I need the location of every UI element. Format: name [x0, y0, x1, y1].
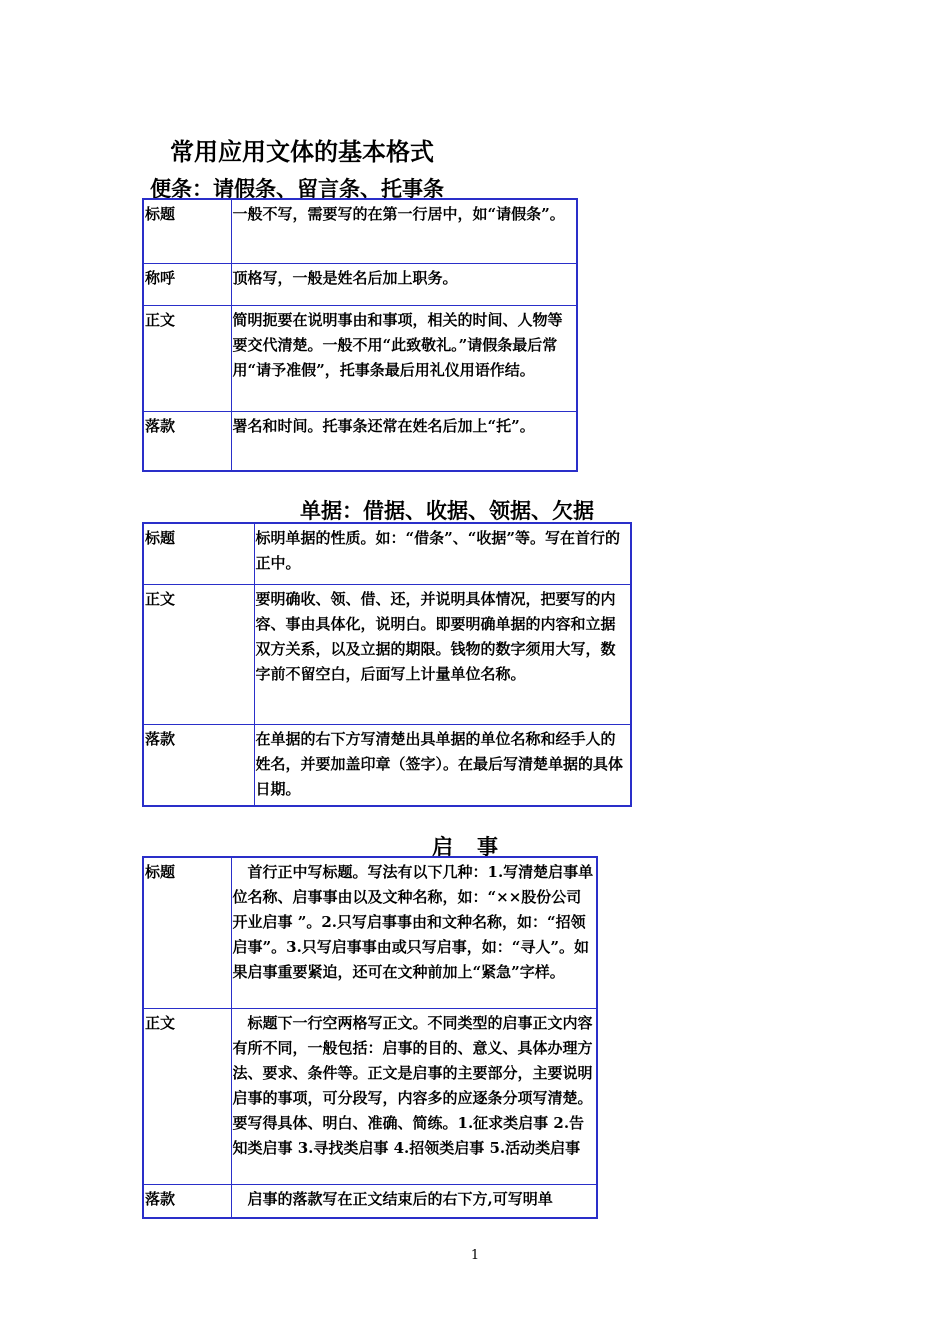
table-row — [143, 1184, 597, 1218]
table-row — [143, 1008, 597, 1184]
row-label: 称呼 — [143, 263, 231, 305]
notice-format-table — [142, 856, 598, 1219]
row-content: 一般不写，需要写的在第一行居中，如“请假条”。 — [231, 199, 577, 263]
table-row — [143, 724, 631, 806]
row-content: 在单据的右下方写清楚出具单据的单位名称和经手人的姓名，并要加盖印章（签字）。在最后写清楚单据的具体日期。 — [254, 724, 631, 806]
table-row — [143, 523, 631, 584]
row-label: 正文 — [143, 1008, 231, 1184]
row-content: 首行正中写标题。写法有以下几种：1.写清楚启事单位名称、启事事由以及文种名称，如：“××股份公司开业启事 ”。2.只写启事事由和文种名称，如：“招领启事”。3.只写启事事由或只写启事，如：“寻人”。如果启事重要紧迫，还可在文种前加上“紧急”字样。 — [231, 857, 597, 1008]
row-content: 顶格写，一般是姓名后加上职务。 — [231, 263, 577, 305]
row-content: 要明确收、领、借、还，并说明具体情况，把要写的内容、事由具体化，说明白。即要明确单据的内容和立据双方关系，以及立据的期限。钱物的数字须用大写，数字前不留空白，后面写上计量单位名称。 — [254, 584, 631, 724]
row-content: 简明扼要在说明事由和事项，相关的时间、人物等要交代清楚。一般不用“此致敬礼。”请假条最后常用“请予准假”，托事条最后用礼仪用语作结。 — [231, 305, 577, 411]
table-row — [143, 857, 597, 1008]
row-label: 正文 — [143, 305, 231, 411]
row-label: 落款 — [143, 1184, 231, 1218]
row-content: 署名和时间。托事条还常在姓名后加上“托”。 — [231, 411, 577, 471]
receipts-format-table — [142, 522, 632, 807]
section-heading-notice: 启事 — [432, 835, 522, 859]
row-label: 标题 — [143, 199, 231, 263]
row-content: 启事的落款写在正文结束后的右下方,可写明单 — [231, 1184, 597, 1218]
row-label: 落款 — [143, 724, 254, 806]
notes-format-table — [142, 198, 578, 472]
table-row — [143, 305, 577, 411]
section-heading-receipts: 单据：借据、收据、领据、欠据 — [300, 499, 594, 523]
row-label: 标题 — [143, 523, 254, 584]
table-row — [143, 199, 577, 263]
row-label: 正文 — [143, 584, 254, 724]
row-content: 标题下一行空两格写正文。不同类型的启事正文内容有所不同，一般包括：启事的目的、意义、具体办理方法、要求、条件等。正文是启事的主要部分，主要说明启事的事项，可分段写，内容多的应逐条分项写清楚。要写得具体、明白、准确、简练。1.征求类启事 2.告知类启事 3.寻找类启事 4.招领类启事 5.活动类启事 — [231, 1008, 597, 1184]
section-heading-notes: 便条：请假条、留言条、托事条 — [150, 177, 444, 201]
table-row — [143, 263, 577, 305]
table-row — [143, 584, 631, 724]
page-number: 1 — [470, 1248, 480, 1263]
document-title: 常用应用文体的基本格式 — [170, 138, 434, 166]
table-row — [143, 411, 577, 471]
row-content: 标明单据的性质。如：“借条”、“收据”等。写在首行的正中。 — [254, 523, 631, 584]
row-label: 落款 — [143, 411, 231, 471]
row-label: 标题 — [143, 857, 231, 1008]
